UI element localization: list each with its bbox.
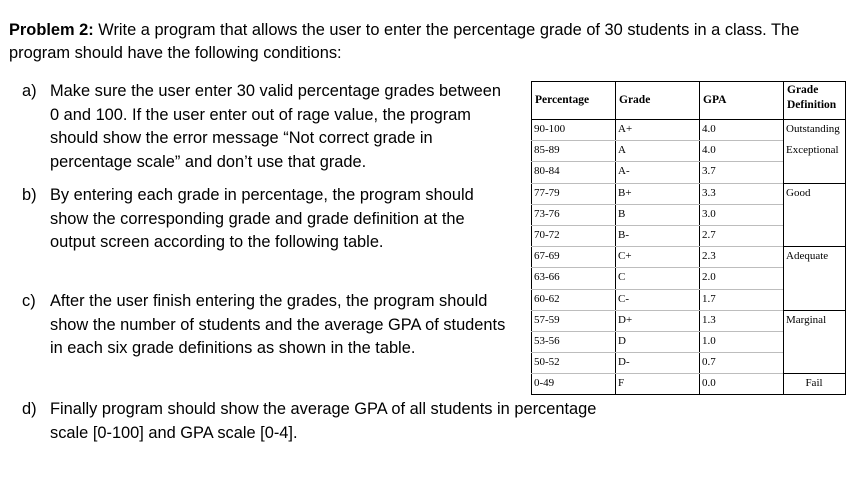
definition-group-border bbox=[783, 373, 846, 374]
condition-text: Make sure the user enter 30 valid percentage grades between 0 and 100. If the user enter out of rage value, the program should show the error message “Not correct grade in percentage scale” and don’t use that grade. bbox=[50, 82, 502, 171]
header-grade: Grade bbox=[619, 94, 651, 106]
condition-label: b) bbox=[22, 186, 37, 204]
table-cell-gpa: 2.0 bbox=[702, 271, 716, 284]
condition-label: a) bbox=[22, 82, 37, 100]
table-row-border bbox=[531, 119, 846, 120]
table-cell-percentage: 50-52 bbox=[534, 356, 560, 369]
table-cell-percentage: 53-56 bbox=[534, 335, 560, 347]
table-cell-percentage: 57-59 bbox=[534, 313, 560, 326]
table-cell-percentage: 73-76 bbox=[534, 207, 560, 220]
table-row-divider bbox=[531, 352, 783, 353]
table-row-border bbox=[531, 81, 846, 82]
table-cell-gpa: 0.7 bbox=[702, 356, 716, 369]
table-cell-gpa: 3.0 bbox=[702, 207, 716, 220]
table-cell-gpa: 2.7 bbox=[702, 229, 716, 241]
table-row-divider bbox=[531, 267, 783, 268]
table-cell-grade: C- bbox=[618, 292, 629, 305]
problem-intro: Write a program that allows the user to enter the percentage grade of 30 students in a class. The program should have the following conditions: bbox=[9, 21, 800, 62]
table-cell-percentage: 77-79 bbox=[534, 186, 560, 199]
table-cell-percentage: 0-49 bbox=[534, 377, 555, 390]
header-definition-line2: Definition bbox=[787, 99, 837, 111]
table-cell-grade: C bbox=[618, 271, 626, 284]
table-column-border bbox=[531, 81, 532, 395]
table-cell-gpa: 1.3 bbox=[702, 313, 716, 326]
table-cell-gpa: 2.3 bbox=[702, 250, 716, 263]
table-cell-grade: F bbox=[618, 377, 625, 390]
table-cell-grade: A bbox=[618, 144, 626, 157]
table-cell-gpa: 0.0 bbox=[702, 377, 716, 390]
table-cell-gpa: 3.3 bbox=[702, 186, 716, 199]
table-cell-definition: Fail bbox=[805, 377, 823, 390]
table-cell-grade: B bbox=[618, 207, 626, 220]
table-row-divider bbox=[531, 331, 783, 332]
table-cell-grade: B+ bbox=[618, 186, 632, 199]
table-row-border bbox=[531, 394, 846, 395]
table-column-border bbox=[615, 81, 616, 395]
table-cell-grade: D+ bbox=[618, 313, 633, 326]
table-row-divider bbox=[531, 289, 783, 290]
table-cell-percentage: 63-66 bbox=[534, 271, 560, 284]
table-row-divider bbox=[531, 310, 783, 311]
table-column-border bbox=[783, 81, 784, 395]
table-cell-gpa: 4.0 bbox=[702, 123, 716, 135]
condition-text: By entering each grade in percentage, the program should show the corresponding grade and grade definition at the output screen according to the following table. bbox=[50, 186, 474, 251]
table-column-border bbox=[699, 81, 700, 395]
table-cell-percentage: 90-100 bbox=[534, 123, 566, 135]
table-row-divider bbox=[531, 140, 783, 141]
table-cell-percentage: 67-69 bbox=[534, 250, 560, 263]
table-column-border bbox=[845, 81, 846, 395]
definition-group-border bbox=[783, 246, 846, 247]
grade-table bbox=[531, 81, 846, 395]
table-cell-grade: B- bbox=[618, 229, 629, 241]
table-cell-gpa: 3.7 bbox=[702, 165, 716, 178]
header-gpa: GPA bbox=[703, 94, 727, 106]
table-cell-definition: Exceptional bbox=[786, 144, 839, 157]
header-definition-line1: Grade bbox=[787, 84, 819, 96]
table-cell-definition: Marginal bbox=[786, 313, 827, 326]
table-cell-grade: D bbox=[618, 335, 626, 347]
table-cell-definition: Adequate bbox=[786, 250, 829, 263]
table-cell-gpa: 1.0 bbox=[702, 335, 716, 347]
definition-group-border bbox=[783, 310, 846, 311]
table-cell-percentage: 70-72 bbox=[534, 229, 560, 241]
table-cell-gpa: 1.7 bbox=[702, 292, 716, 305]
table-row-divider bbox=[531, 225, 783, 226]
table-cell-gpa: 4.0 bbox=[702, 144, 716, 157]
table-cell-definition: Outstanding bbox=[786, 123, 840, 135]
condition-text: After the user finish entering the grades, the program should show the number of students and the average GPA of students in each six grade definitions as shown in the table. bbox=[50, 292, 506, 357]
table-cell-percentage: 85-89 bbox=[534, 144, 560, 157]
table-row-divider bbox=[531, 183, 783, 184]
header-percentage: Percentage bbox=[535, 94, 590, 106]
table-row-divider bbox=[531, 373, 783, 374]
problem-statement bbox=[9, 19, 859, 64]
table-cell-grade: A+ bbox=[618, 123, 633, 135]
table-row-divider bbox=[531, 204, 783, 205]
table-cell-grade: D- bbox=[618, 356, 630, 369]
table-row-divider bbox=[531, 246, 783, 247]
table-cell-percentage: 60-62 bbox=[534, 292, 560, 305]
table-row-divider bbox=[531, 161, 783, 162]
problem-label: Problem 2: bbox=[9, 21, 94, 39]
table-cell-definition: Good bbox=[786, 186, 811, 199]
condition-label: c) bbox=[22, 292, 36, 310]
table-cell-percentage: 80-84 bbox=[534, 165, 560, 178]
condition-label: d) bbox=[22, 400, 37, 418]
definition-group-border bbox=[783, 183, 846, 184]
condition-text: Finally program should show the average GPA of all students in percentage scale [0-100] and GPA scale [0-4]. bbox=[50, 400, 597, 442]
table-cell-grade: A- bbox=[618, 165, 630, 178]
table-cell-grade: C+ bbox=[618, 250, 632, 263]
